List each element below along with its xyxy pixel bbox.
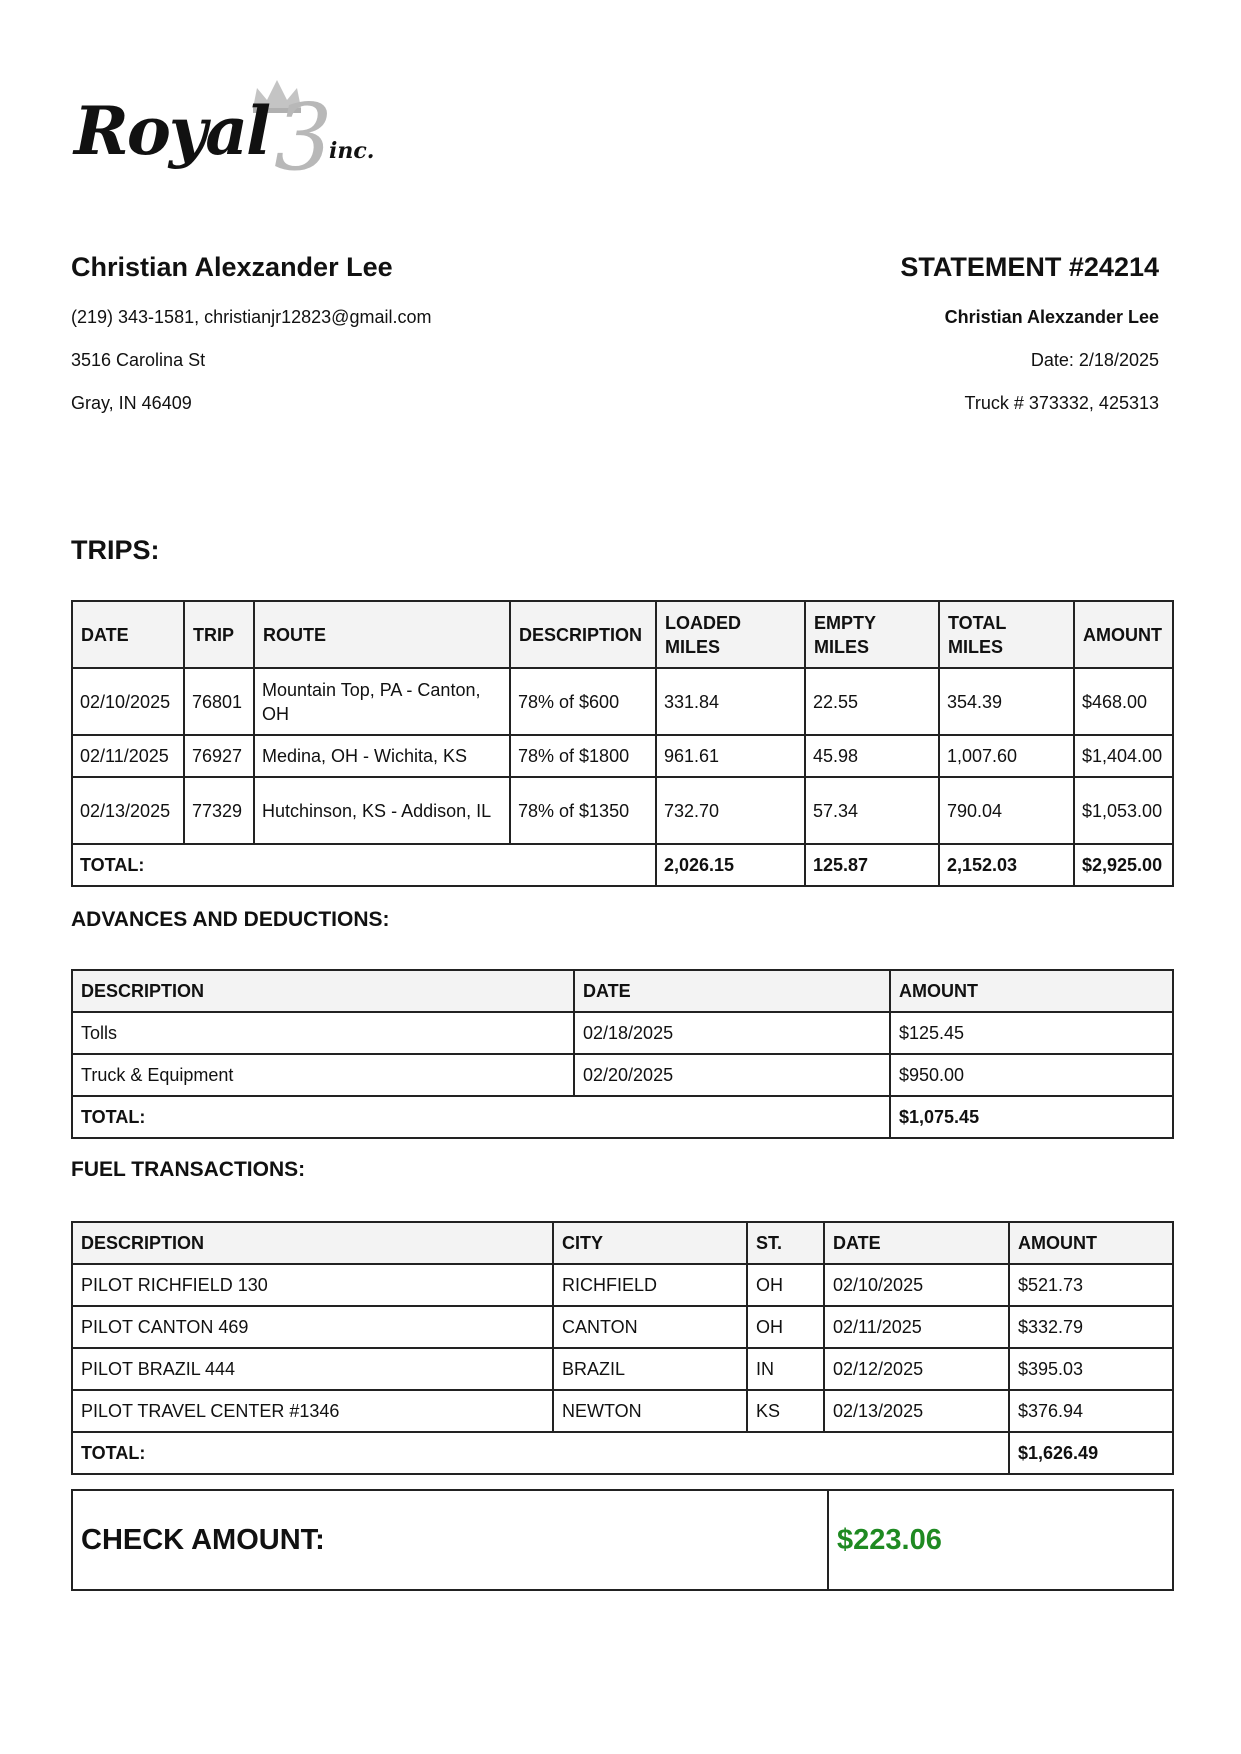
table-cell: KS [747, 1390, 824, 1432]
driver-street: 3516 Carolina St [71, 350, 206, 370]
table-cell: CANTON [553, 1306, 747, 1348]
table-cell: 77329 [184, 777, 254, 844]
check-amount-box [71, 1489, 1174, 1591]
table-cell: 1,007.60 [939, 735, 1074, 777]
table-cell: $521.73 [1009, 1264, 1173, 1306]
table-cell: 02/18/2025 [574, 1012, 890, 1054]
driver-contact: (219) 343-1581, christianjr12823@gmail.com [71, 307, 432, 327]
statement-name: Christian Alexzander Lee [944, 307, 1159, 327]
company-logo [74, 78, 394, 198]
column-header: DATE [72, 601, 184, 668]
table-cell: 02/20/2025 [574, 1054, 890, 1096]
table-cell: 76801 [184, 668, 254, 735]
total-empty-miles: 125.87 [805, 844, 939, 886]
table-cell: $376.94 [1009, 1390, 1173, 1432]
total-loaded-miles: 2,026.15 [656, 844, 805, 886]
total-label: TOTAL: [72, 1432, 1009, 1474]
column-header: DATE [574, 970, 890, 1012]
total-amount: $1,075.45 [890, 1096, 1173, 1138]
column-header: DESCRIPTION [510, 601, 656, 668]
table-row [72, 1348, 1173, 1390]
table-cell: OH [747, 1264, 824, 1306]
column-header: LOADED MILES [656, 601, 805, 668]
table-header-row [72, 970, 1173, 1012]
table-cell: $468.00 [1074, 668, 1173, 735]
total-row [72, 1432, 1173, 1474]
table-row [72, 777, 1173, 844]
table-cell: PILOT CANTON 469 [72, 1306, 553, 1348]
table-cell: Truck & Equipment [72, 1054, 574, 1096]
table-cell: 02/12/2025 [824, 1348, 1009, 1390]
table-cell: 78% of $1800 [510, 735, 656, 777]
trips-title: TRIPS: [71, 535, 160, 565]
table-cell: $950.00 [890, 1054, 1173, 1096]
table-cell: $1,404.00 [1074, 735, 1173, 777]
total-label: TOTAL: [72, 1096, 890, 1138]
column-header: EMPTY MILES [805, 601, 939, 668]
table-cell: IN [747, 1348, 824, 1390]
fuel-table [71, 1221, 1174, 1475]
total-label: TOTAL: [72, 844, 656, 886]
table-cell: OH [747, 1306, 824, 1348]
table-row [72, 1054, 1173, 1096]
total-miles: 2,152.03 [939, 844, 1074, 886]
logo-wordmark: Royal [74, 92, 270, 170]
column-header: ROUTE [254, 601, 510, 668]
table-cell: 22.55 [805, 668, 939, 735]
table-cell: 961.61 [656, 735, 805, 777]
table-cell: 02/10/2025 [824, 1264, 1009, 1306]
table-cell: $1,053.00 [1074, 777, 1173, 844]
fuel-title: FUEL TRANSACTIONS: [71, 1158, 306, 1181]
column-header: DESCRIPTION [72, 970, 574, 1012]
statement-date: Date: 2/18/2025 [1030, 350, 1159, 370]
table-row [72, 1390, 1173, 1432]
statement-info [599, 250, 1159, 435]
table-cell: PILOT RICHFIELD 130 [72, 1264, 553, 1306]
advances-table [71, 969, 1174, 1139]
table-header-row [72, 601, 1173, 668]
table-cell: PILOT BRAZIL 444 [72, 1348, 553, 1390]
table-cell: Tolls [72, 1012, 574, 1054]
logo-suffix: inc. [329, 138, 375, 164]
logo-number: 3 [274, 84, 333, 191]
check-amount-value: $223.06 [828, 1490, 1173, 1590]
table-cell: Medina, OH - Wichita, KS [254, 735, 510, 777]
table-cell: Hutchinson, KS - Addison, IL [254, 777, 510, 844]
table-row [72, 668, 1173, 735]
table-cell: $395.03 [1009, 1348, 1173, 1390]
table-cell: 45.98 [805, 735, 939, 777]
trips-table [71, 600, 1174, 887]
table-cell: 02/11/2025 [824, 1306, 1009, 1348]
driver-name: Christian Alexzander Lee [71, 252, 393, 282]
column-header: AMOUNT [890, 970, 1173, 1012]
table-row [72, 1012, 1173, 1054]
table-cell: BRAZIL [553, 1348, 747, 1390]
total-amount: $2,925.00 [1074, 844, 1173, 886]
table-cell: $332.79 [1009, 1306, 1173, 1348]
column-header: TOTAL MILES [939, 601, 1074, 668]
table-cell: 354.39 [939, 668, 1074, 735]
table-cell: 02/10/2025 [72, 668, 184, 735]
table-row [72, 1264, 1173, 1306]
table-cell: $125.45 [890, 1012, 1173, 1054]
table-cell: 78% of $600 [510, 668, 656, 735]
table-row [72, 735, 1173, 777]
table-cell: 02/13/2025 [72, 777, 184, 844]
total-row [72, 1096, 1173, 1138]
table-cell: 790.04 [939, 777, 1074, 844]
table-cell: 76927 [184, 735, 254, 777]
table-cell: NEWTON [553, 1390, 747, 1432]
statement-title: STATEMENT #24214 [900, 252, 1159, 282]
column-header: CITY [553, 1222, 747, 1264]
table-cell: PILOT TRAVEL CENTER #1346 [72, 1390, 553, 1432]
table-cell: RICHFIELD [553, 1264, 747, 1306]
column-header: TRIP [184, 601, 254, 668]
column-header: DESCRIPTION [72, 1222, 553, 1264]
total-amount: $1,626.49 [1009, 1432, 1173, 1474]
column-header: AMOUNT [1074, 601, 1173, 668]
table-cell: 78% of $1350 [510, 777, 656, 844]
column-header: DATE [824, 1222, 1009, 1264]
table-cell: 57.34 [805, 777, 939, 844]
table-cell: 732.70 [656, 777, 805, 844]
driver-city: Gray, IN 46409 [71, 393, 192, 413]
table-row [72, 1306, 1173, 1348]
table-cell: 331.84 [656, 668, 805, 735]
table-cell: 02/13/2025 [824, 1390, 1009, 1432]
table-cell: 02/11/2025 [72, 735, 184, 777]
table-cell: Mountain Top, PA - Canton, OH [254, 668, 510, 735]
total-row [72, 844, 1173, 886]
column-header: ST. [747, 1222, 824, 1264]
statement-truck: Truck # 373332, 425313 [964, 393, 1159, 413]
advances-title: ADVANCES AND DEDUCTIONS: [71, 908, 390, 931]
table-header-row [72, 1222, 1173, 1264]
column-header: AMOUNT [1009, 1222, 1173, 1264]
check-amount-label: CHECK AMOUNT: [72, 1490, 828, 1590]
driver-info [71, 250, 631, 435]
